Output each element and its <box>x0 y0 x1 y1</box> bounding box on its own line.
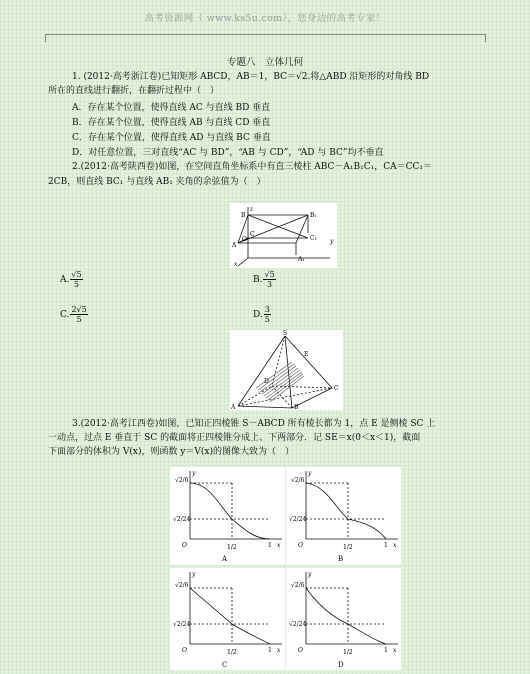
q1-line1: 1. (2012·高考浙江卷)已知矩形 ABCD，AB＝1，BC＝√2.将△ABD 沿矩形的对角线 BD <box>72 72 430 82</box>
graph-d-ytick-mid: √2/24 <box>289 621 307 628</box>
graph-c-x-label: x <box>277 647 281 654</box>
pyramid-label-c: C <box>334 385 339 392</box>
graph-b-origin: O <box>298 542 303 549</box>
q2-option-b: B. $\frac{√5}{3}$ <box>253 270 275 289</box>
graph-b-caption: B <box>338 555 344 563</box>
prism-label-a: A <box>232 242 237 249</box>
graph-a <box>170 467 285 565</box>
section-title: 专题八 立体几何 <box>226 57 303 68</box>
q1-option-d: D．对任意位置，三对直线“AC 与 BD”，“AB 与 CD”，“AD 与 BC”均不垂直 <box>72 148 384 158</box>
graph-a-y-label: y <box>192 470 196 477</box>
q3-line2: 一动点，过点 E 垂直于 SC 的截面将正四棱锥分成上、下两部分．记 SE＝x(0＜x＜1)，截面 <box>48 433 421 443</box>
prism-label-a1: A₁ <box>298 256 305 263</box>
q1-line2: 所在的直线进行翻折，在翻折过程中（ ） <box>48 86 220 96</box>
q1-option-b: B．存在某个位置，使得直线 AB 与直线 CD 垂直 <box>72 118 271 128</box>
graph-b-xtick-one: 1 <box>384 542 388 549</box>
q2-option-a: A. $\frac{√5}{5}$ <box>60 270 82 289</box>
prism-label-z: z <box>250 206 254 213</box>
header-rule <box>45 34 485 35</box>
q2-line1: 2.(2012·高考陕西卷)如图，在空间直角坐标系中有直三棱柱 ABC－A₁B₁C₁，CA＝CC₁＝ <box>72 162 432 172</box>
graph-c-xtick-one: 1 <box>268 647 272 654</box>
prism-label-b: B <box>241 212 246 219</box>
graph-d-xtick-half: 1/2 <box>343 649 353 656</box>
graph-a-ytick-top: √2/6 <box>175 477 189 484</box>
page-header <box>0 0 530 34</box>
graph-a-xtick-one: 1 <box>268 542 272 549</box>
graph-c-caption: C <box>222 661 228 669</box>
pyramid-label-b: B <box>294 404 299 410</box>
graph-a-x-label: x <box>277 542 281 549</box>
q2-line2: 2CB，则直线 BC₁ 与直线 AB₁ 夹角的余弦值为（ ） <box>48 177 266 187</box>
pyramid-label-s: S <box>283 330 288 337</box>
pyramid-label-d: D <box>264 378 269 385</box>
graph-d-xtick-one: 1 <box>384 647 388 654</box>
graph-d <box>286 568 401 670</box>
graph-b <box>286 467 401 565</box>
q3-line3: 下面部分的体积为 V(x)，则函数 y＝V(x)的图像大致为（ ） <box>48 447 295 457</box>
graph-d-origin: O <box>298 647 303 654</box>
prism-label-b1: B₁ <box>310 212 317 219</box>
q3-line1: 3.(2012·高考江西卷)如图，已知正四棱锥 S－ABCD 所有棱长都为 1，点 E 是侧棱 SC 上 <box>72 419 436 429</box>
q1-option-c: C．存在某个位置，使得直线 AD 与直线 BC 垂直 <box>72 133 271 143</box>
pyramid-label-e: E <box>304 351 309 358</box>
header-watermark: 高考资源网（ www.ks5u.com），您身边的高考专家！ <box>144 13 386 24</box>
q1-option-a: A．存在某个位置，使得直线 AC 与直线 BD 垂直 <box>72 103 271 113</box>
q2-option-d: D. $\frac{3}{5}$ <box>253 305 270 324</box>
graph-c-origin: O <box>182 647 187 654</box>
graph-b-ytick-mid: √2/24 <box>289 516 307 523</box>
graph-c-xtick-half: 1/2 <box>227 649 237 656</box>
graph-b-ytick-top: √2/6 <box>291 477 305 484</box>
prism-label-o: O <box>242 236 247 243</box>
prism-label-c: C <box>250 231 255 238</box>
graph-a-ytick-mid: √2/24 <box>173 516 191 523</box>
pyramid-label-a: A <box>231 404 236 410</box>
graph-c <box>170 568 285 670</box>
graph-b-xtick-half: 1/2 <box>343 544 353 551</box>
prism-label-x: x <box>234 261 238 268</box>
graph-b-x-label: x <box>393 542 397 549</box>
graph-a-xtick-half: 1/2 <box>227 544 237 551</box>
graph-d-y-label: y <box>308 571 312 578</box>
header-rule-tick-left <box>45 34 46 42</box>
prism-label-c1: C₁ <box>310 235 317 242</box>
graph-a-caption: A <box>222 555 228 563</box>
graph-a-origin: O <box>182 542 187 549</box>
graph-d-x-label: x <box>393 647 397 654</box>
graph-c-ytick-top: √2/6 <box>175 582 189 589</box>
prism-figure <box>230 203 337 268</box>
pyramid-figure <box>230 330 343 410</box>
graph-c-y-label: y <box>192 571 196 578</box>
graph-b-y-label: y <box>308 470 312 477</box>
q2-option-c: C. $\frac{2√5}{5}$ <box>60 305 87 324</box>
graph-d-ytick-top: √2/6 <box>291 582 305 589</box>
graph-c-ytick-mid: √2/24 <box>173 621 191 628</box>
graph-d-caption: D <box>338 661 344 669</box>
header-rule-tick-right <box>485 34 486 42</box>
prism-label-y: y <box>330 238 334 245</box>
